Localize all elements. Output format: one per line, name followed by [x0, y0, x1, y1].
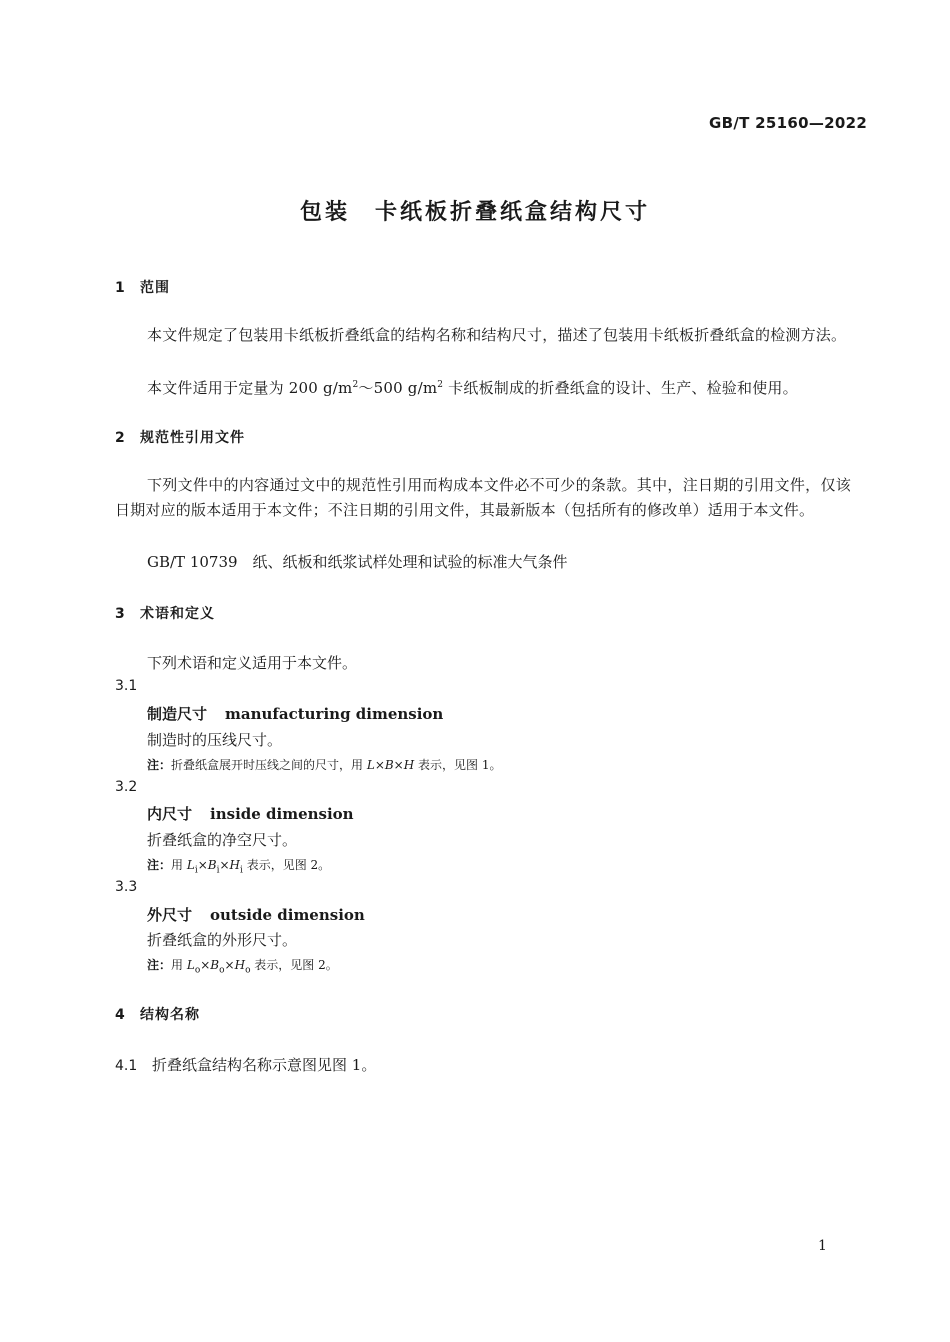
- section-title: 范围: [140, 280, 170, 296]
- term-3-3-definition: 折叠纸盒的外形尺寸。: [147, 931, 298, 949]
- section-1-paragraph-1: 本文件规定了包装用卡纸板折叠纸盒的结构名称和结构尺寸，描述了包装用卡纸板折叠纸盒的检测方法。: [147, 326, 847, 344]
- section-3-heading: [115, 603, 215, 623]
- section-number: 1: [115, 280, 126, 296]
- term-3-2-note: 注：用 $L_i\times B_i\times H_i$ 表示，见图 2。: [147, 858, 331, 876]
- term-3-3-number: 3.3: [115, 879, 138, 895]
- section-number: 2: [115, 430, 126, 446]
- normative-reference: GB/T 10739 纸、纸板和纸浆试样处理和试验的标准大气条件: [147, 553, 568, 571]
- section-3-intro: 下列术语和定义适用于本文件。: [147, 654, 358, 672]
- clause-4-1: 4.1 折叠纸盒结构名称示意图见图 1。: [115, 1056, 377, 1074]
- term-3-2-number: 3.2: [115, 779, 138, 795]
- section-2-heading: [115, 427, 245, 447]
- section-title: 规范性引用文件: [140, 430, 245, 446]
- term-3-1-note: 注：折叠纸盒展开时压线之间的尺寸，用 L×B×H 表示，见图 1。: [147, 758, 502, 772]
- term-3-3-note: 注：用 $L_o\times B_o\times H_o$ 表示，见图 2。: [147, 958, 338, 976]
- section-number: 4: [115, 1007, 126, 1023]
- document-title: 包装 卡纸板折叠纸盒结构尺寸: [299, 200, 650, 225]
- term-3-2-definition: 折叠纸盒的净空尺寸。: [147, 831, 298, 849]
- section-4-heading: [115, 1004, 200, 1024]
- section-title: 术语和定义: [140, 606, 215, 622]
- term-3-1-number: 3.1: [115, 678, 138, 694]
- term-3-3-title: 外尺寸 outside dimension: [147, 906, 365, 924]
- page-number: 1: [818, 1238, 827, 1254]
- term-3-1-definition: 制造时的压线尺寸。: [147, 731, 283, 749]
- section-title: 结构名称: [140, 1007, 200, 1023]
- term-3-2-title: 内尺寸 inside dimension: [147, 805, 354, 823]
- standard-code: GB/T 25160—2022: [709, 114, 868, 132]
- section-number: 3: [115, 606, 126, 622]
- section-1-paragraph-2: 本文件适用于定量为 200 $g/m^2\sim 500$ $g/m^2$ 卡纸板制成的折叠纸盒的设计、生产、检验和使用。: [147, 379, 798, 397]
- term-3-1-title: 制造尺寸 manufacturing dimension: [147, 705, 444, 723]
- section-1-heading: [115, 277, 170, 297]
- section-2-paragraph: 下列文件中的内容通过文中的规范性引用而构成本文件必不可少的条款。其中，注日期的引用文件，仅该日期对应的版本适用于本文件；不注日期的引用文件，其最新版本（包括所有的修改单）适用于本文件。: [115, 476, 851, 519]
